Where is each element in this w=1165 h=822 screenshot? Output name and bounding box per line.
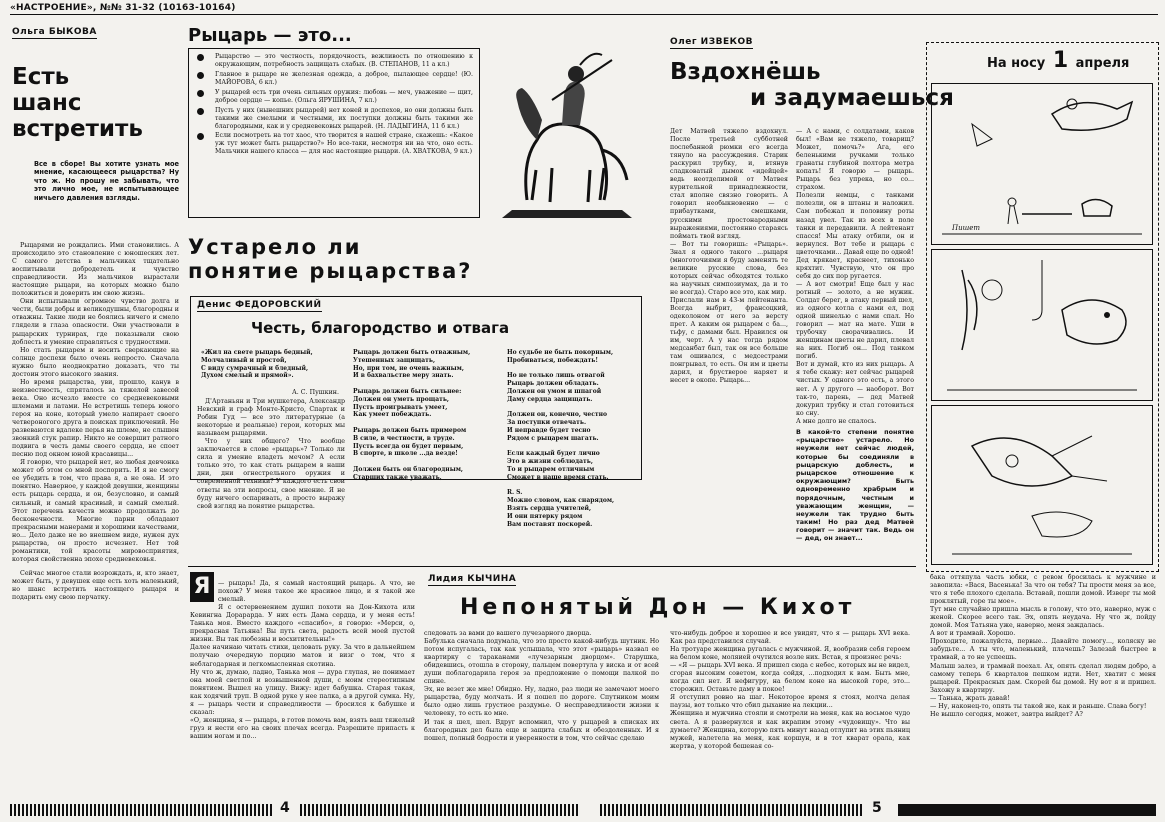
cartoon-title-part: На носу	[987, 56, 1046, 71]
footer-bar-left-2	[300, 804, 580, 816]
sigh-conclusion: В какой-то степени понятие «рыцарство» устарело. Но неужели нет сейчас людей, которые бы соединяли в рыцарскую доблесть, и рыцарское отношение к окружающим? Быть одновременно храбрым и порядочным, честным и уважающим женщин, — неужели так трудно быть таким! Но раз дед Матвей говорит — значит так. Ведь он — дед, он знает...	[796, 428, 914, 543]
honor-body	[197, 398, 345, 510]
kychina-title: Непонятый Дон — Кихот	[460, 595, 856, 620]
footer-bar-left	[10, 804, 272, 816]
cartoon-title	[987, 49, 1129, 74]
knight-box-title: Рыцарь — это...	[188, 25, 352, 46]
page-number-left: 4	[280, 800, 290, 816]
page-number-right: 5	[872, 800, 882, 816]
sigh-title-line: и задумаешься	[750, 84, 954, 111]
paragraph: Сейчас многое стали возрождать, и, кто знает, может быть, у девушек еще есть хоть маленький, но шанс встретить настоящего рыцаря и подарить ему свою перчатку.	[12, 569, 179, 602]
kychina-author: Лидия КЫЧИНА	[428, 574, 517, 584]
paragraph: Рыцарями не рождались. Ими становились. А происходило это становление с юношеских лет. С самого детства в мальчиках тщательно воспитывали добродетель и чувство справедливости. Из мальчиков вырастали настоящие рыцари, на которых можно было положиться и доверить им свою жизнь.	[12, 242, 179, 298]
knight-quote: Главное в рыцаре не железная одежда, а доброе, пылающее сердце! (Ю. МАЙОРОВА, 6 кл.)	[193, 71, 473, 87]
sigh-title	[670, 60, 954, 112]
left-body	[12, 242, 179, 812]
paragraph: Но время рыцарства, уви, прошло, канув в неизвестность, спряталось за тяжелой завесой века. Оно исчезло вместе со средневековыми шлемами и латами. Не встретишь теперь юного героя на коне, который умело напирает своего четвероногого друга в поисках приключений. Не развеваются вдалеке перья на шлеме, не слышен звонкий стук рапир. Никто не совершит ратного подвига в честь дамы своего сердца, не споет песню под окном юной красавицы...	[12, 378, 179, 459]
left-lead: Все в сборе! Вы хотите узнать мое мнение, касающееся рыцарства? Ну что ж. Но прошу не забывать, что это лично мое, не испытывающее ничьего давления взгляды.	[34, 160, 179, 202]
knight-quote: У рыцарей есть три очень сильных оружия: любовь — меч, уважение — щит, доброе сердце — копье. (Ольга ЯРУШИНА, 7 кл.)	[193, 89, 473, 105]
kychina-col1-text: — рыцарь! Да, я самый настоящий рыцарь. А что, не похож? У меня такое же красивое лицо, и я такой же смелый. Я с остервенением душил похоти на Дон-Кихота или Кевингна Дорарарда. У них есть Дама сердца, и у меня есть! Танька моя. Вместо каждого «спасибо», я говорю: «Мерси, о, прекрасная Татьяна! Вы путь света, радость всей моей пустой жизни. Вы так любезны и восхитительны!» Далее начинаю читать стихи, целовать руку. За что в дальнейшем получаю очередную порцию матов и визг о том, что я неблагодарная и легкомысленная скотина. Ну что ж, думаю, ладно, Танька моя — дура глупая, не понимает она моей светлой и возвышенной души, с моим стереотипным понятием. Вышел на улицу. Вижу: идет бабушка. Старая такая, как ходячий труп. В одной руке у нее палка, а в другой сумка. Ну, я — рыцарь чести и справедливости — бросился к бабушке и сказал: «О, женщина, я — рыцарь, в готов помочь вам, взять ваш тяжелый груз и нести его на своих плечах всегда. Разрешите припасть к вашим ногам и по...	[190, 580, 415, 740]
honor-epigraph-author: А. С. Пушкин.	[292, 389, 339, 396]
section-rule	[188, 566, 916, 567]
cartoon-fishing-drawing	[932, 250, 1152, 400]
honor-poem-col1: Рыцарь должен быть отважным, Утешенных защищать, Но, при том, не очень важным, И в бахвальстве меру знать. Рыцарь должен быть сильнее: Должен он уметь прощать, Пусть проигрывать умеет, Как умеет побеждать. Рыцарь должен быть примером В силе, в честности, в труде. Пусть всегда он будет первым, В спорте, в школе ...да везде! Должен быть он благородным, Старших также уважать,	[353, 349, 471, 481]
knight-quote: Пусть у них (нынешних рыцарей) нет коней и доспехов, но они должны быть такими же смелыми и честными, их поступки должны быть такими же благородными, как и у средневековых рыцарей. (Н. ЛАДЫГИНА, 11 б кл.)	[193, 107, 473, 131]
left-title-line: встретить	[12, 115, 143, 142]
kychina-col4: бака оттяпула часть юбки, с ревом бросилась к мужчине и завопила: «Вася, Васенька! За что он тебя? Ты прости меня за все, что я тебе плохого сделала. Вставай, пошли домой. Изверг ты мой проклятый, горе ты мое». Тут мне случайно пришла мысль в голову, что это, наверно, муж с женой. Скорее всего так. Эх, опять неудача. Ну что ж, пойду домой. Моя Татьяна уже, наверно, меня заждалась. А вот и трамвай. Хорошо. Проходите, пожалуйста, первые... Давайте помогу..., коляску не забудьте... А ты что, маленький, плачешь? Залезай быстрее в трамвай, а то не успеешь. Малыш залез, и трамвай поехал. Ах, опять сделал людям добро, а самому теперь 6 кварталов пешком идти. Нет, хватит с меня рыцарей. Прекрасных дам. Скорей бы домой. Ну вот я и пришел. Захожу в квартиру. — Танька, жрать давай! — Ну, наконец-то, опять ты такой же, как и раньше. Слава богу! Не вышло сегодня, может, завтра выйдет? А?	[930, 574, 1156, 718]
cartoon-signature: Пишет	[952, 224, 981, 232]
left-author: Ольга БЫКОВА	[12, 27, 97, 37]
drop-cap-spacer	[190, 580, 218, 612]
kychina-col1	[190, 572, 415, 798]
question-headline-line: Устарело ли	[188, 235, 362, 259]
paragraph: Что у них общего? Что вообще заключается в слове «рыцарь»? Только ли сила и умение владеть мечом? А если только это, то как стать рыцарем в наши дни, дни огнестрельного оружия и современной техники? У каждого есть свои ответы на эти вопросы, свое мнение. Я не буду ничего оспаривать, а просто выражу свой взгляд на понятие рыцарства.	[197, 438, 345, 510]
cartoon-panel-3	[931, 405, 1153, 565]
cartoon-title-part: апреля	[1075, 56, 1130, 71]
sigh-author: Олег ИЗВЕКОВ	[670, 37, 753, 47]
question-headline-line: понятие рыцарства?	[188, 258, 473, 283]
cartoon-panel-1	[931, 83, 1153, 245]
paragraph: Д'Артаньян и Три мушкетера, Александр Невский и граф Монте-Кристо, Спартак и Робин Гуд — все это литературные (а некоторые и реальные) герои, которых мы называем рыцарями.	[197, 398, 345, 438]
honor-poem-col2: Но судьбе не быть покорным, Пробиваться, побеждать! Но не только лишь отвагой Рыцарь должен обладать. Должен он умом и шпагой Даму сердца защищать. Должен он, конечно, честно За поступки отвечать. И неправде будет тесно Рядом с рыцарем шагать. Если каждый будет лично Это в жизни соблюдать, То и рыцарем отличным Сможет в наше время стать. R. S. Можно словом, как снарядом, Взять сердца учителей, И они пятерку рядом Вам поставят поскорей.	[507, 349, 615, 528]
cartoon-plane-dog-drawing	[932, 84, 1152, 244]
cartoon-box	[926, 42, 1159, 572]
question-headline	[188, 236, 472, 283]
left-title	[12, 65, 143, 142]
masthead: «НАСТРОЕНИЕ», №№ 31-32 (10163-10164)	[10, 3, 236, 13]
honor-author: Денис ФЕДОРОВСКИЙ	[197, 300, 322, 310]
kychina-col3: что-нибудь доброе и хорошее и все увидят, что я — рыцарь XVI века. Как раз представился случай. На тротуаре женщина ругалась с мужчиной. Я, вообразив себя героем на белом коне, моляией очутился возле них. Встав, я произнес речь: — «Я — рыцарь XVI века. Я пришел сюда с небес, которых вы не видел, сгорая высоким советом, когда сойдя, ...подходил к вам. Быть мне, когда сил нет. Я нефигуру, на белом коне на высокой горе, это... сторожил. Оставьте даму в покое! Я отступил ровно на шаг. Некоторое время я стоял, молча делая паузы, вот только что сбил дыхание на лекции... Женщина и мужчина стояли и смотрели на меня, как на восьмое чудо света. А я развернулся и как вкрапим этому «чудовищу». Что вы думаете? Женщина, которую пять минут назад отлупит на этих пьяниц мужей, налетела на меня, как коршун, и в тот кварат орала, как жертва, у которой бешеная со-	[670, 630, 910, 750]
honor-article-box	[190, 296, 642, 528]
sigh-col1: Дет Матвей тяжело вздохнул. После третьей субботней послебанной рюмки его всегда тянуло на рассуждения. Старик раскурил трубку, и, втянув сладковатый дымок «идейцей» ведь неотделимой от Матвея курительной принадлежности, стал вполне связно говорить. А говорил необыкновенно — с прибаутками, смешками, русскими простонародными выражениями, постоянно стараясь поймать твой взгляд. — Вот ты говоришь: «Рыцарь». Знал я одного такого ...рыцаря (многоточиями я буду заменять те великие русские слова, без которых сейчас обходятся только на научных симпозиумах, да и то не всегда). Старо все это, как мир. Прислали нам в 43-м лейтенанта. Всегда выбрит, франсоцкий, одеколоном от него за версту прет. А каким он рыцарем с ба..., тьфу, с дамами был. Нравился он им, черт. А у нас тогда рядом медсанбат был, так он все больше там ошивался, с медсестрами понгрывал, то есть. Он им и цветы дарил, и брустверое наряет и несет в окопе. Рыцарь...	[670, 128, 788, 385]
knight-quote: Рыцарство — это честность, порядочность, вежливость по отношению к окружающим, потребность защищать слабых. (В. СТЕПАНОВ, 11 а кл.)	[193, 53, 473, 69]
cartoon-panel-2	[931, 249, 1153, 401]
paragraph: Они испытывали огромное чувство долга и чести, были добры и великодушны, благородны и отважны. Такие люди не боялись ничего и смело глядели в глаза опасности. Они участвовали в рыцарских турнирах, где показывали свою доблесть и умение справляться с трудностями.	[12, 298, 179, 346]
honor-title: Честь, благородство и отвага	[251, 319, 510, 337]
sigh-title-line: Вздохнёшь	[670, 59, 821, 85]
drop-cap: Я	[190, 572, 214, 602]
cartoon-title-part: 1	[1052, 48, 1069, 73]
left-title-line: шанс	[12, 89, 82, 116]
knight-quote: Если посмотреть на тот хаос, что творится в нашей стране, скажешь: «Какое уж тут может быть рыцарство?» Но все-таки, несмотря ни на что, оно есть. Мальчики нашего класса — для нас настоящие рыцари. (А. ХВАТКОВА, 9 кл.)	[193, 132, 473, 156]
cartoon-rocket-drawing	[932, 406, 1152, 564]
knight-on-horse-illustration	[492, 40, 642, 220]
sigh-col2: — А с нами, с солдатами, каков был! «Вам не тяжело, товарищ? Может, помочь?» Ага, его беленькими ручками только гранаты глубиной полтора метра копать! Я говорю — рыцарь. Рыцарь без упрека, но со... страхом. Полезли немцы, с танками полезли, он в штаны и наложил. Сам побежал и половину роты назад увел. Так из всех в поле танки и передавили. А лейтенант спасся! Мы атаку отбили, он и вернулся. Вот тебе и рыцарь с цветочками... Давай еще по одной! Дед крякает, краснеет, тихонько кряхтит. Чувствую, что он про себя до сих пор ругается. — А вот смотри! Еще был у нас ротный — золото, а не мужик. Солдат берег, в атаку первый шел, из одного котла с нами ел, под одной шинелью с нами спал. Но говорил — мат на мате. Уши в трубочку сворачивались. И женщинам цветы не дарил, плевал на них. Погиб он... Под танком погиб. Вот и думай, кто из них рыцарь. А я тебе скажу: нет сейчас рыцарей чистых. У одного это есть, а этого нет. А у другого — наоборот. Вот так-то, парень, — дед Матвей докурил трубку и стал готовиться ко сну. А мне долго не спалось.	[796, 128, 914, 425]
paragraph: Но стать рыцарем и носить сверкающие на солнце доспехи было очень непросто. Сначала нужно было неоднократно доказать, что ты достоин этого высокого звания.	[12, 346, 179, 378]
footer-bar-right-2	[898, 804, 1156, 816]
knight-quotes	[193, 53, 473, 213]
footer-bar-right	[600, 804, 862, 816]
knight-box	[188, 48, 480, 218]
paragraph: Я говорю, что рыцарей нет, но любая девчонка может об этом со мной поспорить. И я не смогу ее убедить в том, что права я, а не она. И это понятно. Наверное, у каждой девушки, женщины есть рыцарь сердца, и он, безусловно, и самый сильный, и самый красивый, и самый смелый. Этот перечень качеств можно продолжать до бесконечности. Многие парни обладают прекрасными манерами и хорошими качествами, но... Дело даже не во внешнем виде, нужен дух рыцарства, он просто исчезнет. Нет той романтики, той красоты мировосприятия, которая свойственна эпохе средневековья.	[12, 459, 179, 563]
honor-epigraph: «Жил на свете рыцарь бедный, Молчаливый и простой, С виду сумрачный и бледный, Духом смелый и прямой».	[201, 349, 313, 380]
kychina-col2: следовать за вами до вашего лучезарного дворца. Бабулька сначала подумала, что это просто какой-нибудь шутник. Но потом испугалась, так как услышала, что этот «рыцарь» назвал ее квартирку с тараканами «лучезарным дворцом». Старушка, обидевшись, отошла в сторону, пальцем повертула у виска и от всей души поблагодарила героя за предложение о помощи палкой по спине. Эх, не везет же мне! Обидно. Ну, ладно, раз люди не замечают моего рыцарства, буду молчать. И я пошел по дороге. Спутником моим было одно лишь грустное раздумье. О несправедливости жизни к человеку, то есть ко мне. И так я шел, шел. Вдруг вспомнил, что у рыцарей в списках их благородных дел была еще и защита слабых и обездоленных. И я пошел, полный бодрости и уверенности в том, что сейчас сделаю	[424, 630, 659, 742]
header-rule	[10, 14, 1158, 15]
left-title-line: Есть	[12, 64, 70, 90]
